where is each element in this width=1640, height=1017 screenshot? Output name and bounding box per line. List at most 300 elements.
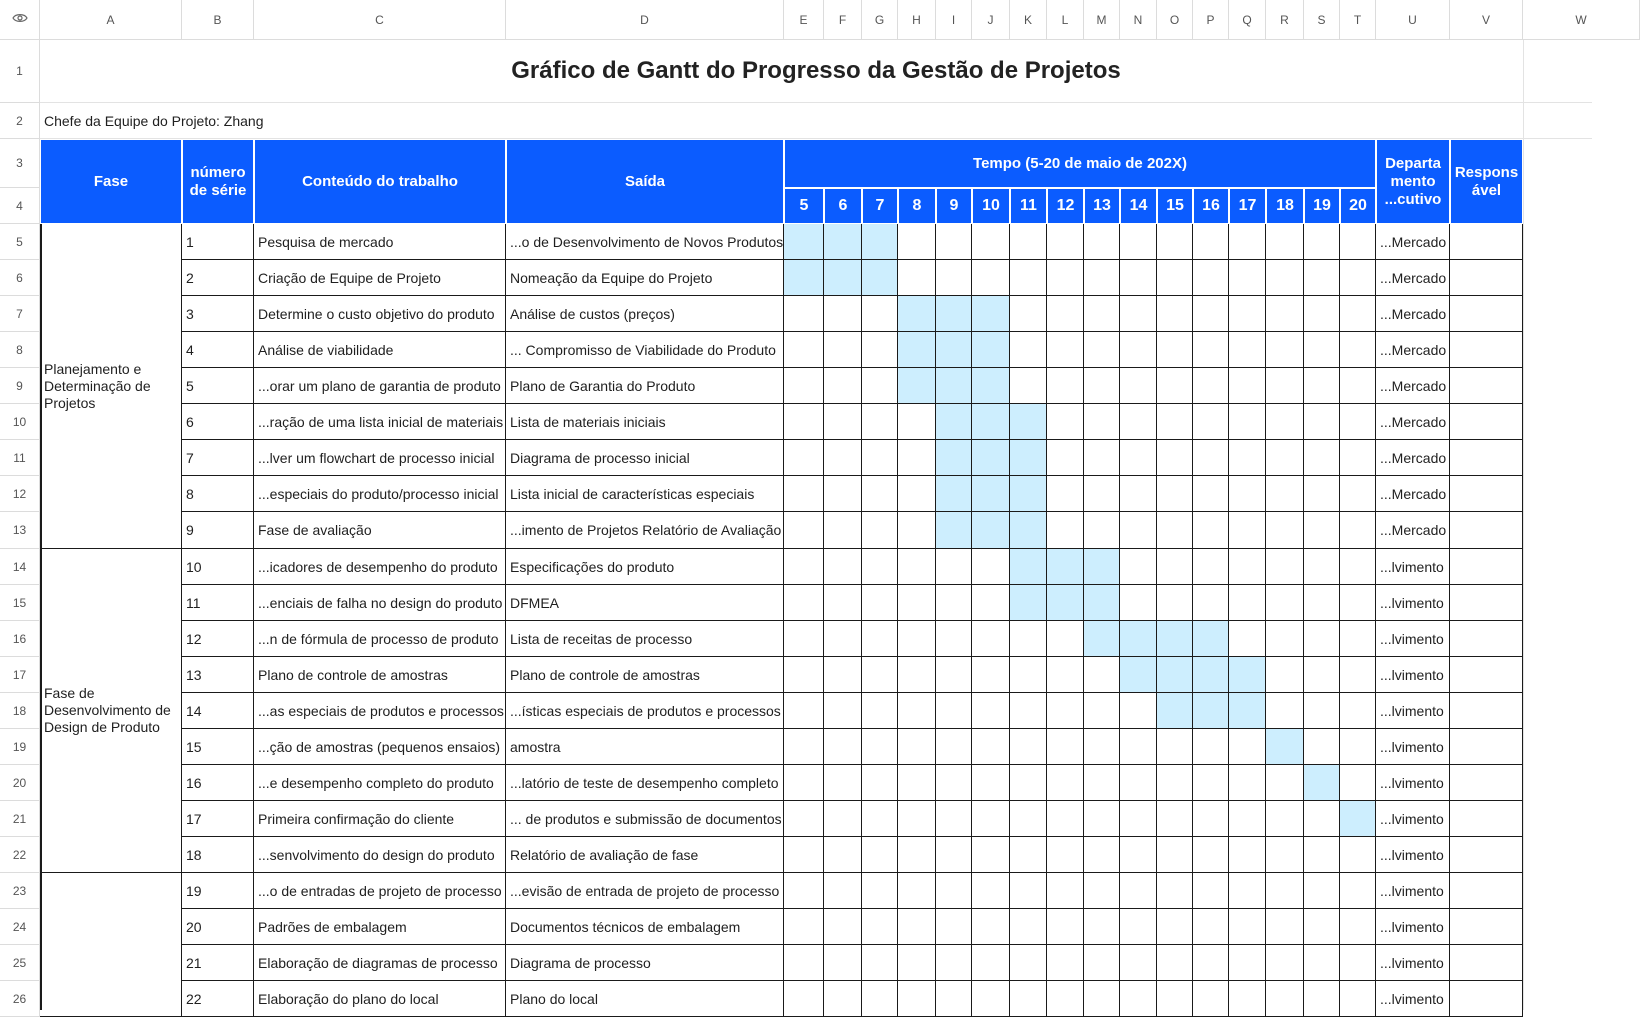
responsible-cell[interactable]: [1450, 909, 1523, 945]
gantt-cell[interactable]: [1157, 512, 1193, 549]
gantt-cell[interactable]: [1193, 585, 1229, 621]
gantt-cell[interactable]: [862, 765, 898, 801]
header-day-8[interactable]: 8: [898, 188, 936, 224]
output-cell[interactable]: ...o de Desenvolvimento de Novos Produtos: [506, 224, 784, 260]
responsible-cell[interactable]: [1450, 440, 1523, 476]
gantt-cell[interactable]: [1084, 476, 1120, 512]
output-cell[interactable]: Lista inicial de características especiais: [506, 476, 784, 512]
gantt-cell[interactable]: [784, 296, 824, 332]
gantt-cell[interactable]: [862, 404, 898, 440]
gantt-cell[interactable]: [972, 621, 1010, 657]
gantt-cell[interactable]: [1229, 909, 1266, 945]
gantt-bar-cell[interactable]: [1084, 585, 1120, 621]
gantt-cell[interactable]: [898, 621, 936, 657]
department-cell[interactable]: ...Mercado: [1376, 332, 1450, 368]
gantt-cell[interactable]: [1193, 296, 1229, 332]
gantt-cell[interactable]: [824, 296, 862, 332]
header-day-15[interactable]: 15: [1157, 188, 1193, 224]
output-cell[interactable]: Especificações do produto: [506, 549, 784, 585]
gantt-cell[interactable]: [1010, 224, 1047, 260]
gantt-cell[interactable]: [898, 981, 936, 1017]
gantt-cell[interactable]: [1193, 549, 1229, 585]
header-day-19[interactable]: 19: [1304, 188, 1340, 224]
gantt-cell[interactable]: [862, 693, 898, 729]
gantt-bar-cell[interactable]: [972, 440, 1010, 476]
gantt-cell[interactable]: [1047, 837, 1084, 873]
gantt-cell[interactable]: [1047, 440, 1084, 476]
gantt-cell[interactable]: [862, 368, 898, 404]
phase-cell[interactable]: [40, 873, 182, 1017]
gantt-bar-cell[interactable]: [936, 368, 972, 404]
gantt-cell[interactable]: [1047, 873, 1084, 909]
gantt-bar-cell[interactable]: [1229, 693, 1266, 729]
output-cell[interactable]: DFMEA: [506, 585, 784, 621]
gantt-cell[interactable]: [824, 945, 862, 981]
gantt-cell[interactable]: [1193, 440, 1229, 476]
gantt-cell[interactable]: [1047, 512, 1084, 549]
gantt-cell[interactable]: [1229, 801, 1266, 837]
gantt-bar-cell[interactable]: [1193, 657, 1229, 693]
row-header-2[interactable]: 2: [0, 103, 40, 139]
gantt-bar-cell[interactable]: [936, 512, 972, 549]
gantt-cell[interactable]: [1084, 512, 1120, 549]
gantt-cell[interactable]: [1304, 476, 1340, 512]
gantt-cell[interactable]: [1193, 404, 1229, 440]
serial-cell[interactable]: 18: [182, 837, 254, 873]
task-cell[interactable]: ...enciais de falha no design do produto: [254, 585, 506, 621]
gantt-bar-cell[interactable]: [1304, 765, 1340, 801]
department-cell[interactable]: ...lvimento: [1376, 729, 1450, 765]
responsible-cell[interactable]: [1450, 368, 1523, 404]
gantt-cell[interactable]: [1340, 404, 1376, 440]
serial-cell[interactable]: 16: [182, 765, 254, 801]
gantt-cell[interactable]: [1340, 765, 1376, 801]
department-cell[interactable]: ...Mercado: [1376, 260, 1450, 296]
serial-cell[interactable]: 7: [182, 440, 254, 476]
gantt-cell[interactable]: [1229, 981, 1266, 1017]
column-header-v[interactable]: V: [1450, 0, 1523, 40]
gantt-cell[interactable]: [972, 873, 1010, 909]
column-header-p[interactable]: P: [1193, 0, 1229, 40]
gantt-cell[interactable]: [1304, 945, 1340, 981]
gantt-cell[interactable]: [972, 224, 1010, 260]
gantt-cell[interactable]: [1266, 260, 1304, 296]
gantt-cell[interactable]: [1120, 512, 1157, 549]
gantt-cell[interactable]: [972, 909, 1010, 945]
column-header-r[interactable]: R: [1266, 0, 1304, 40]
serial-cell[interactable]: 4: [182, 332, 254, 368]
task-cell[interactable]: ...o de entradas de projeto de processo: [254, 873, 506, 909]
row-header-16[interactable]: 16: [0, 621, 40, 657]
gantt-cell[interactable]: [1229, 332, 1266, 368]
responsible-cell[interactable]: [1450, 657, 1523, 693]
serial-cell[interactable]: 1: [182, 224, 254, 260]
gantt-cell[interactable]: [1304, 296, 1340, 332]
department-cell[interactable]: ...lvimento: [1376, 909, 1450, 945]
column-header-s[interactable]: S: [1304, 0, 1340, 40]
gantt-cell[interactable]: [784, 801, 824, 837]
output-cell[interactable]: ...ísticas especiais de produtos e processos: [506, 693, 784, 729]
gantt-cell[interactable]: [1120, 260, 1157, 296]
gantt-bar-cell[interactable]: [784, 260, 824, 296]
column-header-k[interactable]: K: [1010, 0, 1047, 40]
gantt-cell[interactable]: [1084, 296, 1120, 332]
gantt-cell[interactable]: [1340, 224, 1376, 260]
header-day-14[interactable]: 14: [1120, 188, 1157, 224]
gantt-cell[interactable]: [1304, 440, 1340, 476]
gantt-cell[interactable]: [1084, 981, 1120, 1017]
header-day-12[interactable]: 12: [1047, 188, 1084, 224]
gantt-cell[interactable]: [1084, 224, 1120, 260]
gantt-cell[interactable]: [936, 981, 972, 1017]
gantt-cell[interactable]: [1084, 404, 1120, 440]
serial-cell[interactable]: 20: [182, 909, 254, 945]
header-day-11[interactable]: 11: [1010, 188, 1047, 224]
gantt-cell[interactable]: [1084, 873, 1120, 909]
row-header-18[interactable]: 18: [0, 693, 40, 729]
gantt-cell[interactable]: [862, 476, 898, 512]
gantt-cell[interactable]: [936, 729, 972, 765]
gantt-cell[interactable]: [1304, 837, 1340, 873]
gantt-cell[interactable]: [784, 873, 824, 909]
gantt-cell[interactable]: [898, 765, 936, 801]
row-header-25[interactable]: 25: [0, 945, 40, 981]
gantt-cell[interactable]: [1084, 837, 1120, 873]
gantt-cell[interactable]: [784, 440, 824, 476]
task-cell[interactable]: ...orar um plano de garantia de produto: [254, 368, 506, 404]
gantt-cell[interactable]: [1340, 512, 1376, 549]
gantt-cell[interactable]: [1340, 981, 1376, 1017]
gantt-cell[interactable]: [1047, 404, 1084, 440]
gantt-cell[interactable]: [1084, 909, 1120, 945]
gantt-bar-cell[interactable]: [1266, 729, 1304, 765]
column-header-d[interactable]: D: [506, 0, 784, 40]
responsible-cell[interactable]: [1450, 765, 1523, 801]
gantt-cell[interactable]: [972, 801, 1010, 837]
gantt-cell[interactable]: [784, 404, 824, 440]
responsible-cell[interactable]: [1450, 549, 1523, 585]
gantt-bar-cell[interactable]: [1157, 657, 1193, 693]
gantt-cell[interactable]: [784, 945, 824, 981]
gantt-cell[interactable]: [1010, 693, 1047, 729]
gantt-cell[interactable]: [1047, 368, 1084, 404]
serial-cell[interactable]: 21: [182, 945, 254, 981]
gantt-cell[interactable]: [1010, 657, 1047, 693]
serial-cell[interactable]: 15: [182, 729, 254, 765]
department-cell[interactable]: ...Mercado: [1376, 512, 1450, 549]
gantt-cell[interactable]: [936, 837, 972, 873]
project-lead[interactable]: Chefe da Equipe do Projeto: Zhang: [40, 103, 1592, 139]
department-cell[interactable]: ...Mercado: [1376, 476, 1450, 512]
gantt-cell[interactable]: [784, 368, 824, 404]
gantt-cell[interactable]: [936, 765, 972, 801]
gantt-bar-cell[interactable]: [972, 332, 1010, 368]
gantt-cell[interactable]: [936, 945, 972, 981]
gantt-bar-cell[interactable]: [936, 332, 972, 368]
department-cell[interactable]: ...lvimento: [1376, 693, 1450, 729]
department-cell[interactable]: ...lvimento: [1376, 657, 1450, 693]
gantt-bar-cell[interactable]: [1010, 440, 1047, 476]
department-cell[interactable]: ...Mercado: [1376, 368, 1450, 404]
gantt-bar-cell[interactable]: [972, 476, 1010, 512]
responsible-cell[interactable]: [1450, 801, 1523, 837]
serial-cell[interactable]: 19: [182, 873, 254, 909]
gantt-cell[interactable]: [972, 729, 1010, 765]
row-header-17[interactable]: 17: [0, 657, 40, 693]
serial-cell[interactable]: 5: [182, 368, 254, 404]
gantt-cell[interactable]: [1266, 873, 1304, 909]
serial-cell[interactable]: 11: [182, 585, 254, 621]
gantt-cell[interactable]: [784, 909, 824, 945]
gantt-cell[interactable]: [1229, 368, 1266, 404]
gantt-cell[interactable]: [1193, 945, 1229, 981]
gantt-cell[interactable]: [1120, 332, 1157, 368]
gantt-cell[interactable]: [824, 368, 862, 404]
gantt-cell[interactable]: [1229, 765, 1266, 801]
select-all-corner[interactable]: [0, 0, 40, 40]
gantt-cell[interactable]: [824, 693, 862, 729]
gantt-bar-cell[interactable]: [1157, 621, 1193, 657]
gantt-cell[interactable]: [1340, 260, 1376, 296]
gantt-bar-cell[interactable]: [1340, 801, 1376, 837]
task-cell[interactable]: Elaboração de diagramas de processo: [254, 945, 506, 981]
gantt-cell[interactable]: [1120, 801, 1157, 837]
gantt-cell[interactable]: [1304, 549, 1340, 585]
output-cell[interactable]: Diagrama de processo inicial: [506, 440, 784, 476]
header-department[interactable]: Departa mento ...cutivo: [1376, 139, 1450, 224]
serial-cell[interactable]: 2: [182, 260, 254, 296]
task-cell[interactable]: Análise de viabilidade: [254, 332, 506, 368]
gantt-cell[interactable]: [862, 801, 898, 837]
column-header-f[interactable]: F: [824, 0, 862, 40]
gantt-cell[interactable]: [1157, 332, 1193, 368]
task-cell[interactable]: ...ção de amostras (pequenos ensaios): [254, 729, 506, 765]
department-cell[interactable]: ...lvimento: [1376, 765, 1450, 801]
gantt-cell[interactable]: [1193, 368, 1229, 404]
responsible-cell[interactable]: [1450, 981, 1523, 1017]
responsible-cell[interactable]: [1450, 621, 1523, 657]
output-cell[interactable]: ...evisão de entrada de projeto de processo: [506, 873, 784, 909]
department-cell[interactable]: ...lvimento: [1376, 945, 1450, 981]
gantt-cell[interactable]: [1266, 368, 1304, 404]
gantt-bar-cell[interactable]: [1010, 512, 1047, 549]
output-cell[interactable]: Lista de materiais iniciais: [506, 404, 784, 440]
gantt-cell[interactable]: [1266, 512, 1304, 549]
task-cell[interactable]: ...lver um flowchart de processo inicial: [254, 440, 506, 476]
gantt-cell[interactable]: [1010, 909, 1047, 945]
responsible-cell[interactable]: [1450, 512, 1523, 549]
gantt-cell[interactable]: [1229, 837, 1266, 873]
gantt-cell[interactable]: [862, 909, 898, 945]
gantt-cell[interactable]: [862, 585, 898, 621]
gantt-cell[interactable]: [898, 837, 936, 873]
gantt-cell[interactable]: [784, 981, 824, 1017]
gantt-cell[interactable]: [936, 909, 972, 945]
gantt-cell[interactable]: [1010, 621, 1047, 657]
gantt-cell[interactable]: [824, 765, 862, 801]
department-cell[interactable]: ...lvimento: [1376, 621, 1450, 657]
row-header-21[interactable]: 21: [0, 801, 40, 837]
row-header-24[interactable]: 24: [0, 909, 40, 945]
output-cell[interactable]: Diagrama de processo: [506, 945, 784, 981]
gantt-cell[interactable]: [1304, 981, 1340, 1017]
gantt-cell[interactable]: [1084, 332, 1120, 368]
gantt-cell[interactable]: [936, 621, 972, 657]
gantt-cell[interactable]: [1266, 621, 1304, 657]
gantt-cell[interactable]: [1193, 729, 1229, 765]
gantt-cell[interactable]: [784, 693, 824, 729]
gantt-cell[interactable]: [936, 224, 972, 260]
gantt-cell[interactable]: [898, 873, 936, 909]
department-cell[interactable]: ...Mercado: [1376, 440, 1450, 476]
gantt-bar-cell[interactable]: [862, 260, 898, 296]
gantt-cell[interactable]: [1157, 909, 1193, 945]
gantt-bar-cell[interactable]: [972, 368, 1010, 404]
gantt-cell[interactable]: [824, 404, 862, 440]
gantt-cell[interactable]: [1084, 368, 1120, 404]
gantt-cell[interactable]: [1229, 404, 1266, 440]
gantt-bar-cell[interactable]: [1157, 693, 1193, 729]
gantt-cell[interactable]: [1340, 693, 1376, 729]
eye-icon[interactable]: [12, 11, 28, 29]
gantt-cell[interactable]: [1266, 224, 1304, 260]
department-cell[interactable]: ...Mercado: [1376, 224, 1450, 260]
gantt-cell[interactable]: [862, 512, 898, 549]
gantt-cell[interactable]: [1266, 945, 1304, 981]
responsible-cell[interactable]: [1450, 585, 1523, 621]
gantt-cell[interactable]: [1304, 512, 1340, 549]
header-time[interactable]: Tempo (5-20 de maio de 202X): [784, 139, 1376, 188]
gantt-bar-cell[interactable]: [1010, 585, 1047, 621]
gantt-cell[interactable]: [1157, 224, 1193, 260]
serial-cell[interactable]: 10: [182, 549, 254, 585]
gantt-cell[interactable]: [972, 657, 1010, 693]
gantt-cell[interactable]: [1010, 296, 1047, 332]
gantt-cell[interactable]: [1084, 765, 1120, 801]
gantt-bar-cell[interactable]: [824, 260, 862, 296]
task-cell[interactable]: ...icadores de desempenho do produto: [254, 549, 506, 585]
output-cell[interactable]: Nomeação da Equipe do Projeto: [506, 260, 784, 296]
gantt-cell[interactable]: [784, 729, 824, 765]
column-header-h[interactable]: H: [898, 0, 936, 40]
header-output[interactable]: Saída: [506, 139, 784, 224]
gantt-cell[interactable]: [898, 729, 936, 765]
gantt-cell[interactable]: [898, 260, 936, 296]
gantt-cell[interactable]: [1266, 801, 1304, 837]
gantt-cell[interactable]: [824, 332, 862, 368]
gantt-cell[interactable]: [784, 765, 824, 801]
column-header-c[interactable]: C: [254, 0, 506, 40]
gantt-cell[interactable]: [1193, 476, 1229, 512]
gantt-cell[interactable]: [1304, 621, 1340, 657]
department-cell[interactable]: ...lvimento: [1376, 585, 1450, 621]
responsible-cell[interactable]: [1450, 332, 1523, 368]
gantt-cell[interactable]: [1084, 801, 1120, 837]
gantt-cell[interactable]: [1120, 729, 1157, 765]
gantt-cell[interactable]: [898, 404, 936, 440]
serial-cell[interactable]: 3: [182, 296, 254, 332]
gantt-cell[interactable]: [1157, 981, 1193, 1017]
column-header-n[interactable]: N: [1120, 0, 1157, 40]
task-cell[interactable]: ...as especiais de produtos e processos: [254, 693, 506, 729]
row-header-9[interactable]: 9: [0, 368, 40, 404]
output-cell[interactable]: Plano de Garantia do Produto: [506, 368, 784, 404]
gantt-bar-cell[interactable]: [784, 224, 824, 260]
serial-cell[interactable]: 8: [182, 476, 254, 512]
gantt-cell[interactable]: [1084, 693, 1120, 729]
gantt-cell[interactable]: [824, 873, 862, 909]
gantt-cell[interactable]: [824, 621, 862, 657]
department-cell[interactable]: ...Mercado: [1376, 296, 1450, 332]
gantt-cell[interactable]: [1266, 585, 1304, 621]
gantt-cell[interactable]: [784, 512, 824, 549]
gantt-cell[interactable]: [824, 549, 862, 585]
gantt-cell[interactable]: [784, 549, 824, 585]
header-content[interactable]: Conteúdo do trabalho: [254, 139, 506, 224]
header-day-5[interactable]: 5: [784, 188, 824, 224]
gantt-cell[interactable]: [862, 981, 898, 1017]
task-cell[interactable]: Pesquisa de mercado: [254, 224, 506, 260]
gantt-cell[interactable]: [972, 585, 1010, 621]
gantt-cell[interactable]: [1266, 404, 1304, 440]
gantt-cell[interactable]: [1266, 837, 1304, 873]
gantt-cell[interactable]: [1084, 657, 1120, 693]
gantt-cell[interactable]: [862, 873, 898, 909]
department-cell[interactable]: ...lvimento: [1376, 837, 1450, 873]
row-header-23[interactable]: 23: [0, 873, 40, 909]
output-cell[interactable]: Plano do local: [506, 981, 784, 1017]
gantt-cell[interactable]: [936, 801, 972, 837]
task-cell[interactable]: Criação de Equipe de Projeto: [254, 260, 506, 296]
gantt-cell[interactable]: [1266, 657, 1304, 693]
gantt-cell[interactable]: [1047, 332, 1084, 368]
gantt-cell[interactable]: [1340, 873, 1376, 909]
gantt-bar-cell[interactable]: [936, 440, 972, 476]
header-responsible[interactable]: Respons ável: [1450, 139, 1523, 224]
gantt-cell[interactable]: [1304, 801, 1340, 837]
gantt-bar-cell[interactable]: [936, 296, 972, 332]
phase-cell[interactable]: Fase de Desenvolvimento de Design de Produto: [40, 549, 182, 873]
gantt-cell[interactable]: [784, 837, 824, 873]
gantt-cell[interactable]: [1157, 476, 1193, 512]
gantt-cell[interactable]: [824, 476, 862, 512]
gantt-cell[interactable]: [862, 440, 898, 476]
gantt-cell[interactable]: [1229, 296, 1266, 332]
output-cell[interactable]: Documentos técnicos de embalagem: [506, 909, 784, 945]
gantt-cell[interactable]: [1084, 440, 1120, 476]
gantt-cell[interactable]: [1010, 332, 1047, 368]
gantt-cell[interactable]: [1120, 909, 1157, 945]
gantt-cell[interactable]: [862, 296, 898, 332]
gantt-cell[interactable]: [1157, 837, 1193, 873]
column-header-g[interactable]: G: [862, 0, 898, 40]
gantt-cell[interactable]: [1340, 837, 1376, 873]
gantt-cell[interactable]: [1193, 332, 1229, 368]
gantt-cell[interactable]: [1120, 837, 1157, 873]
gantt-cell[interactable]: [1266, 981, 1304, 1017]
gantt-cell[interactable]: [1304, 729, 1340, 765]
gantt-cell[interactable]: [1229, 549, 1266, 585]
gantt-cell[interactable]: [1010, 801, 1047, 837]
gantt-cell[interactable]: [1193, 801, 1229, 837]
serial-cell[interactable]: 14: [182, 693, 254, 729]
department-cell[interactable]: ...lvimento: [1376, 549, 1450, 585]
gantt-bar-cell[interactable]: [898, 368, 936, 404]
gantt-cell[interactable]: [1084, 729, 1120, 765]
column-header-t[interactable]: T: [1340, 0, 1376, 40]
task-cell[interactable]: ...senvolvimento do design do produto: [254, 837, 506, 873]
gantt-cell[interactable]: [936, 873, 972, 909]
